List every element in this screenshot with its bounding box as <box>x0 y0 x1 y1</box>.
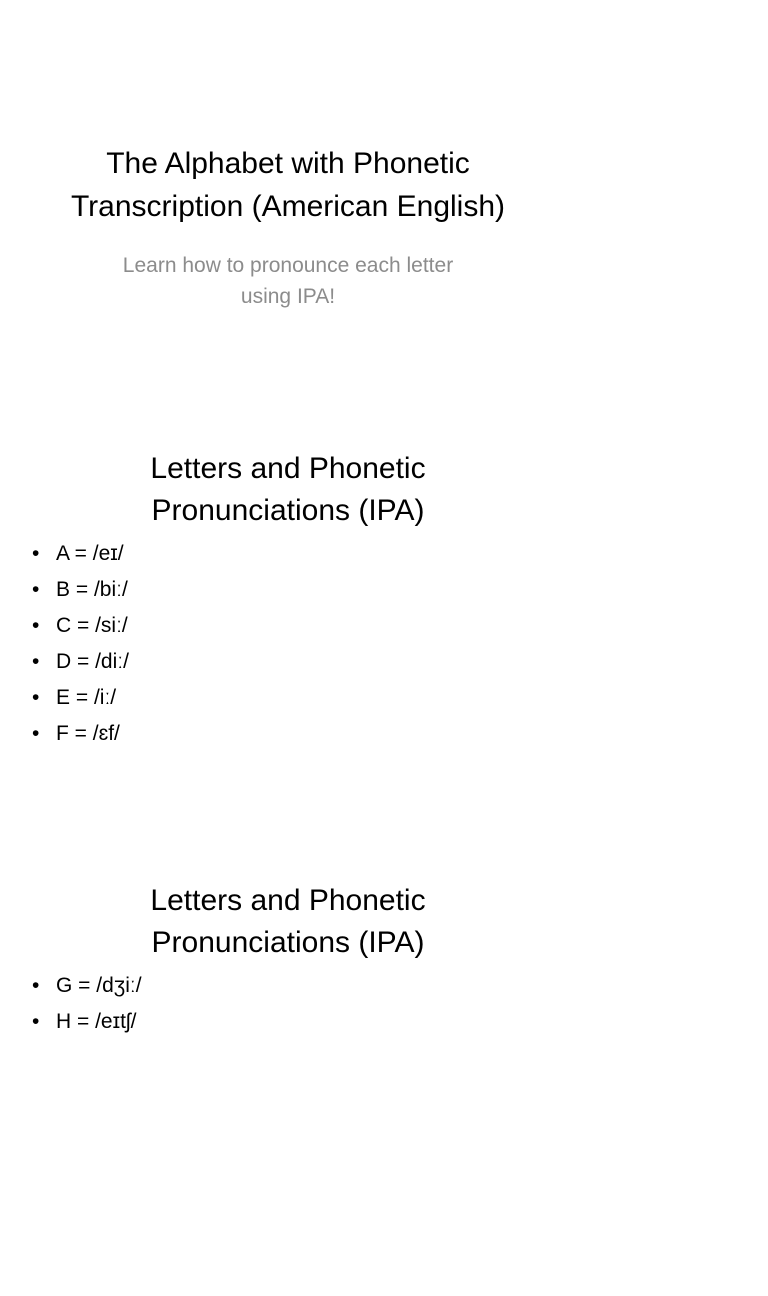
main-title-line-2: Transcription (American English) <box>70 190 506 223</box>
list-item-text: A = /eɪ/ <box>56 542 124 565</box>
letter-list <box>30 968 142 1040</box>
slide-title-line-1: Letters and Phonetic <box>150 884 426 917</box>
list-item <box>30 536 129 572</box>
list-item <box>30 968 142 1004</box>
list-item <box>30 1004 142 1040</box>
list-item-text: D = /diː/ <box>56 650 129 673</box>
slide-title <box>40 448 536 532</box>
slide-title-line-1: Letters and Phonetic <box>150 452 426 485</box>
bullet-icon: • <box>32 614 40 637</box>
list-item-text: E = /iː/ <box>56 686 117 709</box>
subtitle-line-2: using IPA! <box>240 285 336 308</box>
list-item <box>30 716 129 752</box>
bullet-icon: • <box>32 722 40 745</box>
letters-slide-g-h <box>0 864 576 1296</box>
list-item <box>30 680 129 716</box>
list-item-text: H = /eɪtʃ/ <box>56 1010 137 1033</box>
slide-title <box>40 880 536 964</box>
list-item <box>30 572 129 608</box>
bullet-icon: • <box>32 1010 40 1033</box>
letter-list <box>30 536 129 752</box>
bullet-icon: • <box>32 650 40 673</box>
list-item <box>30 644 129 680</box>
list-item <box>30 608 129 644</box>
list-item-text: G = /dʒiː/ <box>56 974 142 997</box>
list-item-text: F = /ɛf/ <box>56 722 120 745</box>
main-title <box>40 142 536 228</box>
bullet-icon: • <box>32 542 40 565</box>
subtitle <box>80 250 496 312</box>
list-item-text: C = /siː/ <box>56 614 128 637</box>
list-item-text: B = /biː/ <box>56 578 128 601</box>
subtitle-line-1: Learn how to pronounce each letter <box>122 254 454 277</box>
bullet-icon: • <box>32 578 40 601</box>
bullet-icon: • <box>32 686 40 709</box>
title-slide <box>0 0 576 432</box>
slide-title-line-2: Pronunciations (IPA) <box>151 926 425 959</box>
main-title-line-1: The Alphabet with Phonetic <box>106 147 470 180</box>
bullet-icon: • <box>32 974 40 997</box>
slide-title-line-2: Pronunciations (IPA) <box>151 494 425 527</box>
letters-slide-a-f <box>0 432 576 864</box>
